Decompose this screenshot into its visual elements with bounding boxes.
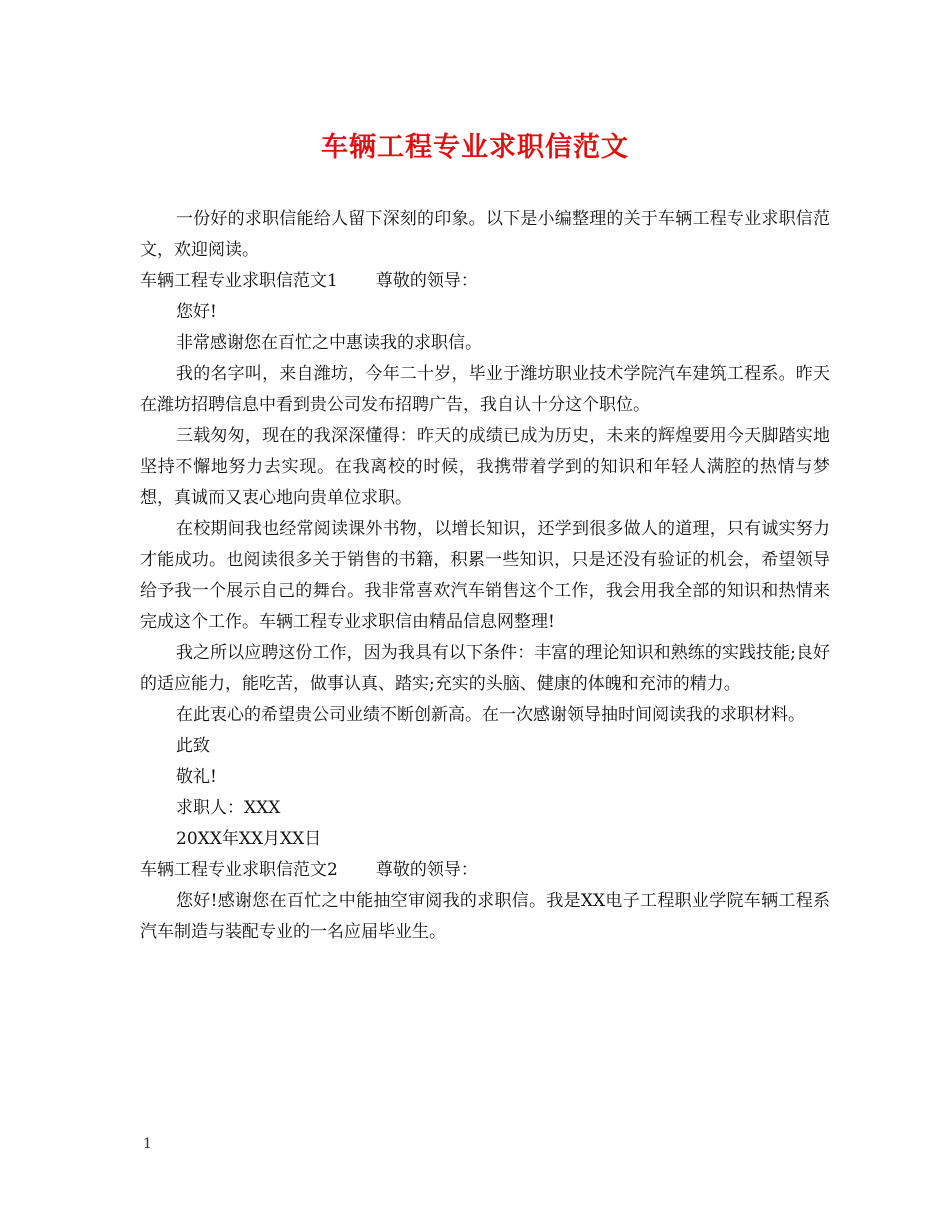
document-title: 车辆工程专业求职信范文 [321,132,629,163]
section1-salutation: 尊敬的领导： [375,271,478,291]
intro-paragraph: 一份好的求职信能给人留下深刻的印象。以下是小编整理的关于车辆工程专业求职信范文，欢迎阅读。 [140,209,830,260]
section1-paragraph: 我的名字叫，来自潍坊，今年二十岁，毕业于潍坊职业技术学院汽车建筑工程系。昨天在潍坊招聘信息中看到贵公司发布招聘广告，我自认十分这个职位。 [140,364,830,415]
section1-paragraph: 我之所以应聘这份工作，因为我具有以下条件：丰富的理论知识和熟练的实践技能;良好的适应能力，能吃苦，做事认真、踏实;充实的头脑、健康的体魄和充沛的精力。 [140,643,830,694]
letter-date: 20XX年XX月XX日 [176,829,322,849]
section1-heading-line [140,266,830,297]
closing-line-1: 此致 [176,736,210,756]
applicant-signature: 求职人：XXX [176,798,281,818]
section2-salutation: 尊敬的领导： [375,860,478,880]
section1-heading: 车辆工程专业求职信范文1 [140,271,338,291]
page-number: 1 [143,1136,152,1152]
section2-paragraph: 您好!感谢您在百忙之中能抽空审阅我的求职信。我是XX电子工程职业学院车辆工程系汽车制造与装配专业的一名应届毕业生。 [140,891,830,942]
section1-paragraph: 三载匆匆，现在的我深深懂得：昨天的成绩已成为历史，未来的辉煌要用今天脚踏实地坚持不懈地努力去实现。在我离校的时候，我携带着学到的知识和年轻人满腔的热情与梦想，真诚而又衷心地向贵单位求职。 [140,426,830,508]
document-body [140,204,830,948]
section1-paragraph: 在此衷心的希望贵公司业绩不断创新高。在一次感谢领导抽时间阅读我的求职材料。 [176,705,805,725]
section2-heading-line [140,855,830,886]
closing-line-2: 敬礼! [176,767,217,787]
section2-heading: 车辆工程专业求职信范文2 [140,860,338,880]
section1-paragraph: 非常感谢您在百忙之中惠读我的求职信。 [176,333,482,353]
section1-greeting: 您好! [176,302,217,322]
section1-paragraph: 在校期间我也经常阅读课外书物，以增长知识，还学到很多做人的道理，只有诚实努力才能成功。也阅读很多关于销售的书籍，积累一些知识，只是还没有验证的机会，希望领导给予我一个展示自己的舞台。我非常喜欢汽车销售这个工作，我会用我全部的知识和热情来完成这个工作。车辆工程专业求职信由精品信息网整理! [140,519,830,632]
